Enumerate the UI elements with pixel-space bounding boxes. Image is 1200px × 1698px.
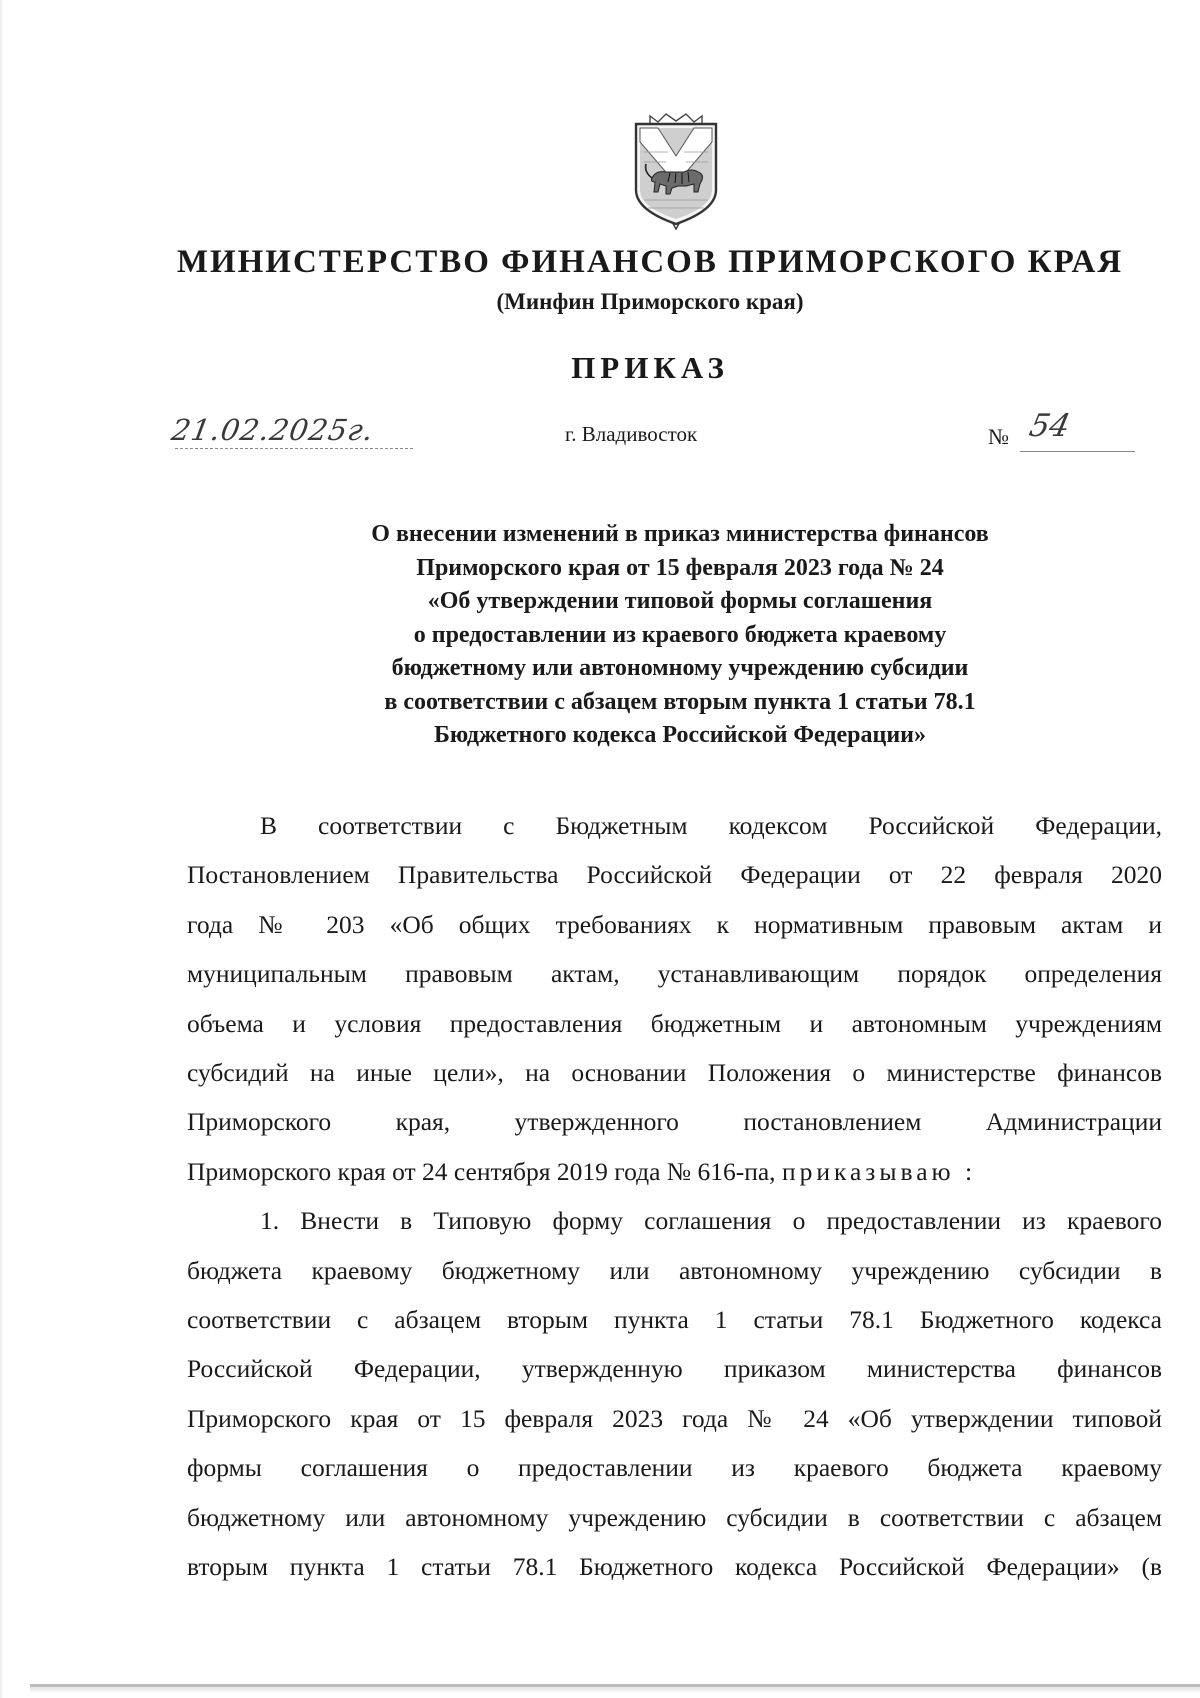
city: г. Владивосток	[565, 422, 698, 446]
subject-line: О внесении изменений в приказ министерства финансов	[371, 521, 989, 547]
body-line: муниципальным правовым актам, устанавливающим порядок определения	[187, 959, 1162, 989]
body-line-text: Приморского края от 24 сентября 2019 года № 616-па,	[187, 1156, 776, 1186]
coat-of-arms-icon	[628, 112, 724, 230]
subject-line: бюджетному или автономному учреждению субсидии	[391, 655, 969, 681]
scan-edge	[0, 0, 3, 1698]
body-line: субсидий на иные цели», на основании Положения о министерстве финансов	[187, 1058, 1162, 1088]
subject-line: Приморского края от 15 февраля 2023 года № 24	[416, 554, 944, 581]
number-sign: №	[988, 424, 1009, 449]
body-line: В соответствии с Бюджетным кодексом Российской Федерации,	[260, 811, 1162, 840]
item-line: бюджетному или автономному учреждению субсидии в соответствии с абзацем	[187, 1502, 1162, 1532]
item-line: бюджета краевому бюджетному или автономному учреждению субсидии в	[187, 1255, 1162, 1285]
date-underline	[175, 448, 415, 449]
subject-line: «Об утверждении типовой формы соглашения	[427, 588, 933, 614]
handwritten-number: 54	[1026, 408, 1074, 444]
subject-line: Бюджетного кодекса Российской Федерации»	[433, 722, 926, 748]
subject-line: в соответствии с абзацем вторым пункта 1 статьи 78.1	[384, 688, 976, 715]
item-line: Российской Федерации, утвержденную приказом министерства финансов	[187, 1354, 1162, 1384]
item-line: соответствии с абзацем вторым пункта 1 статьи 78.1 Бюджетного кодекса	[187, 1305, 1162, 1335]
ministry-title: МИНИСТЕРСТВО ФИНАНСОВ ПРИМОРСКОГО КРАЯ	[176, 244, 1124, 280]
body-line: Постановлением Правительства Российской Федерации от 22 февраля 2020	[187, 860, 1162, 890]
scan-bottom-shadow	[30, 1687, 1200, 1693]
document-type: ПРИКАЗ	[571, 350, 729, 385]
ministry-short-name: (Минфин Приморского края)	[496, 289, 804, 314]
order-subject	[300, 518, 1060, 753]
order-body	[187, 801, 1162, 1592]
body-line	[187, 1147, 1162, 1196]
item-line: формы соглашения о предоставлении из краевого бюджета краевому	[187, 1453, 1162, 1483]
decree-word: приказываю :	[781, 1156, 977, 1186]
handwritten-date: 21.02.2025г.	[169, 413, 377, 447]
item-line: вторым пункта 1 статьи 78.1 Бюджетного кодекса Российской Федерации» (в	[187, 1552, 1162, 1582]
subject-line: о предоставлении из краевого бюджета краевому	[413, 621, 947, 648]
body-line: года № 203 «Об общих требованиях к нормативным правовым актам и	[187, 909, 1162, 939]
item-line: Приморского края от 15 февраля 2023 года № 24 «Об утверждении типовой	[187, 1403, 1162, 1433]
item-line: 1. Внести в Типовую форму соглашения о предоставлении из краевого	[260, 1206, 1162, 1236]
body-line: Приморского края, утвержденного постановлением Администрации	[187, 1107, 1162, 1137]
body-line: объема и условия предоставления бюджетным и автономным учреждениям	[187, 1008, 1162, 1038]
number-underline	[1020, 451, 1135, 452]
